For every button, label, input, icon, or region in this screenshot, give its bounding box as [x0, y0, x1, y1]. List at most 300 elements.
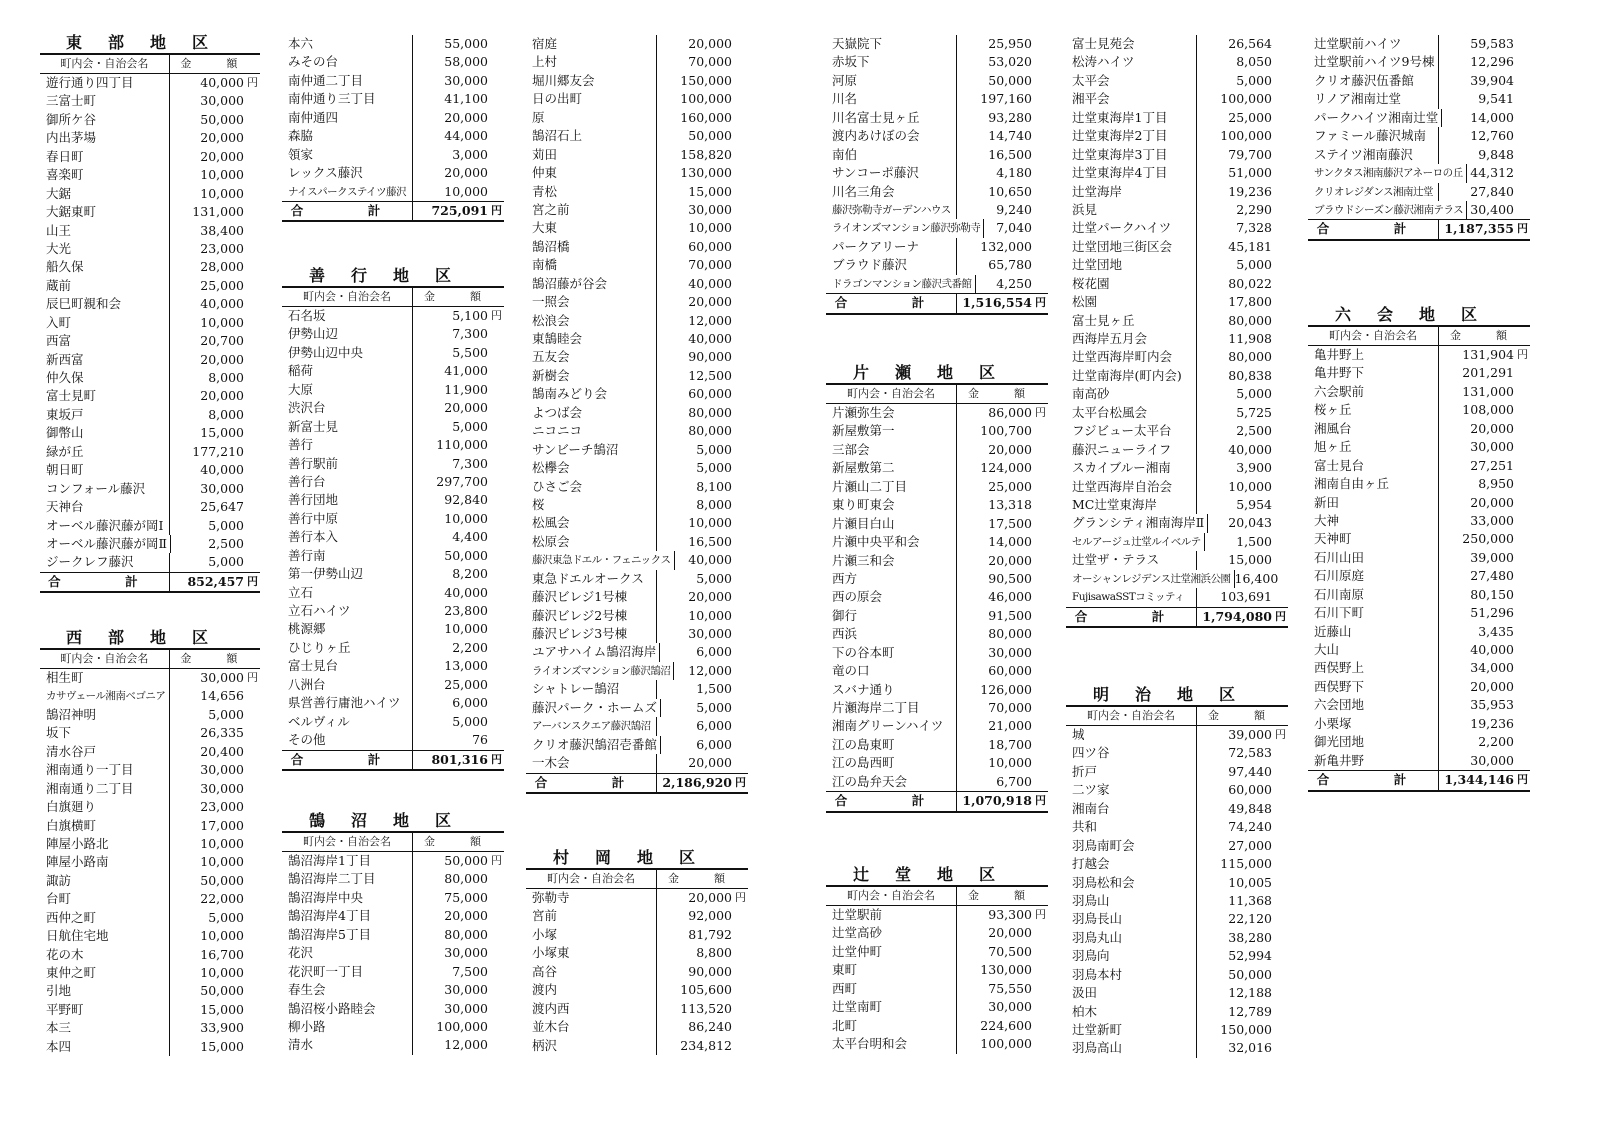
total-label: 合 計 — [282, 202, 413, 220]
amount-value — [657, 1037, 748, 1055]
amount-text: 12,000 — [444, 1037, 488, 1053]
association-name: 青松 — [526, 183, 657, 201]
table-row — [40, 761, 260, 779]
table-row — [40, 535, 260, 553]
table-row — [40, 406, 260, 424]
association-name: ファミール藤沢城南 — [1308, 127, 1439, 145]
total-amount — [1197, 608, 1288, 626]
amount-value — [1197, 183, 1288, 201]
amount-text: 5,100 — [452, 308, 488, 323]
amount-text: 70,000 — [688, 54, 732, 70]
amount-value — [170, 1019, 260, 1037]
amount-text: 110,000 — [436, 437, 488, 453]
table-row — [282, 72, 504, 90]
association-name: 羽鳥南町会 — [1066, 837, 1197, 855]
amount-value — [170, 258, 260, 276]
table-row — [40, 314, 260, 332]
association-name: 竜の口 — [826, 662, 957, 680]
table-row — [40, 185, 260, 203]
association-name: 新西富 — [40, 351, 170, 369]
table-row — [40, 553, 260, 571]
association-name: 大東 — [526, 219, 657, 237]
yen-unit: 円 — [1275, 609, 1286, 623]
amount-text: 20,000 — [988, 441, 1032, 457]
table-row — [1308, 164, 1530, 182]
amount-value — [413, 473, 504, 491]
amount-text: 11,908 — [1228, 331, 1272, 346]
association-name: 第一伊勢山辺 — [282, 565, 413, 583]
header-name: 町内会・自治会名 — [282, 288, 413, 306]
association-name: 並木台 — [526, 1018, 657, 1036]
table-row — [282, 620, 504, 638]
association-name: 片瀬中央平和会 — [826, 533, 957, 551]
total-row — [526, 773, 748, 794]
amount-value — [657, 90, 748, 108]
table-row — [826, 256, 1048, 274]
amount-text: 70,000 — [688, 257, 732, 273]
amount-value — [1439, 346, 1530, 364]
association-name: 松原会 — [526, 533, 657, 551]
yen-unit: 円 — [1517, 222, 1528, 236]
amount-text: 70,000 — [988, 700, 1032, 715]
table-row — [1308, 733, 1530, 751]
amount-value — [657, 238, 748, 256]
amount-value — [413, 362, 504, 380]
amount-text: 30,000 — [1470, 752, 1514, 768]
amount-value — [170, 480, 260, 498]
amount-value — [957, 980, 1048, 998]
amount-value — [1439, 678, 1530, 696]
amount-value — [1439, 752, 1530, 770]
amount-text: 20,000 — [1470, 678, 1514, 694]
amount-value — [657, 53, 748, 71]
amount-value — [170, 909, 260, 927]
amount-text: 130,000 — [680, 165, 732, 181]
association-name: 天嶽院下 — [826, 35, 957, 53]
amount-value — [1442, 109, 1530, 127]
table-row — [826, 183, 1048, 201]
association-name: 富士見町 — [40, 387, 170, 405]
amount-value — [170, 669, 260, 687]
association-name: 湘南通り二丁目 — [40, 780, 170, 798]
amount-text: 51,296 — [1470, 605, 1514, 621]
amount-value — [657, 201, 748, 219]
association-name: 辻堂海岸 — [1066, 183, 1197, 201]
amount-text: 8,000 — [696, 496, 732, 512]
association-name: 鵠沼桜小路睦会 — [282, 1000, 413, 1018]
amount-text: 5,000 — [208, 706, 244, 722]
table-row — [1066, 763, 1288, 781]
amount-text: 5,000 — [452, 713, 488, 729]
association-name: 花沢 — [282, 944, 413, 962]
amount-value — [1197, 127, 1288, 145]
amount-text: 124,000 — [980, 460, 1032, 476]
amount-text: 35,953 — [1470, 697, 1514, 713]
table-row — [826, 736, 1048, 754]
amount-value — [413, 399, 504, 417]
amount-value — [170, 406, 260, 424]
amount-text: 12,000 — [688, 312, 732, 328]
amount-text: 5,000 — [1236, 257, 1272, 273]
amount-value — [170, 872, 260, 890]
amount-value — [1439, 146, 1530, 164]
amount-text: 91,500 — [988, 607, 1032, 623]
amount-text: 20,000 — [200, 388, 244, 404]
table-row — [1066, 496, 1288, 514]
header-amount: 金 額 — [423, 290, 493, 303]
amount-text: 25,000 — [988, 478, 1032, 494]
association-name: 西町 — [826, 980, 957, 998]
amount-value — [1197, 348, 1288, 366]
amount-value — [170, 443, 260, 461]
amount-value — [1197, 367, 1288, 385]
amount-text: 38,400 — [200, 222, 244, 238]
association-name: 松涛ハイツ — [1066, 53, 1197, 71]
association-name: 辻堂東海岸2丁目 — [1066, 127, 1197, 145]
total-amount-text: 1,070,918 — [962, 793, 1032, 809]
total-amount — [413, 751, 504, 769]
amount-text: 40,000 — [444, 584, 488, 600]
amount-text: 10,000 — [444, 183, 488, 199]
total-label: 合 計 — [826, 294, 957, 312]
amount-value — [657, 422, 748, 440]
table-row — [1066, 53, 1288, 71]
total-amount — [957, 792, 1048, 810]
amount-text: 20,000 — [688, 36, 732, 51]
association-name: 江の島東町 — [826, 736, 957, 754]
table-row — [40, 461, 260, 479]
table-row — [526, 109, 748, 127]
table-row — [282, 491, 504, 509]
amount-value — [1197, 910, 1288, 928]
amount-value — [1205, 533, 1288, 551]
association-name: 藤沢東急ドエル・フェニックス — [526, 551, 675, 569]
association-name: 善行駅前 — [282, 455, 413, 473]
association-name: 宮前 — [526, 907, 657, 925]
association-name: 渡内 — [526, 981, 657, 999]
amount-text: 7,040 — [996, 220, 1032, 236]
association-name: 鵠沼海岸中央 — [282, 889, 413, 907]
amount-value — [413, 731, 504, 749]
amount-text: 4,250 — [996, 275, 1032, 291]
association-name: 天神台 — [40, 498, 170, 516]
table-row — [40, 443, 260, 461]
association-name: 湘南台 — [1066, 800, 1197, 818]
amount-text: 20,000 — [688, 294, 732, 310]
yen-unit: 円 — [1035, 908, 1046, 921]
association-name: パークハイツ湘南辻堂 — [1308, 109, 1442, 127]
association-name: 苅田 — [526, 146, 657, 164]
table-row — [826, 275, 1048, 293]
section-title: 村岡地区 — [552, 848, 721, 867]
association-name: 二ツ家 — [1066, 781, 1197, 799]
association-name: 五友会 — [526, 348, 657, 366]
table-row — [40, 817, 260, 835]
amount-text: 20,000 — [444, 109, 488, 125]
amount-text: 3,900 — [1236, 460, 1272, 476]
amount-text: 44,312 — [1470, 165, 1514, 181]
amount-text: 5,954 — [1236, 496, 1272, 512]
table-row — [526, 607, 748, 625]
amount-text: 105,600 — [680, 982, 732, 998]
table-row — [1308, 201, 1530, 219]
association-name: 日航住宅地 — [40, 927, 170, 945]
amount-value — [657, 926, 748, 944]
association-name: スバナ通り — [826, 681, 957, 699]
yen-unit: 円 — [247, 671, 258, 684]
table-row — [282, 146, 504, 164]
association-name: 清水谷戸 — [40, 743, 170, 761]
amount-text: 10,000 — [688, 220, 732, 236]
association-name: 旭ヶ丘 — [1308, 438, 1439, 456]
association-name: クリオレジダンス湘南辻堂 — [1308, 183, 1439, 201]
table-header — [40, 648, 260, 669]
total-amount-text: 1,516,554 — [962, 295, 1032, 311]
association-name: 河原 — [826, 72, 957, 90]
amount-text: 5,500 — [452, 344, 488, 360]
table-row — [526, 699, 748, 717]
association-name: 辻堂南町 — [826, 998, 957, 1016]
amount-value — [413, 944, 504, 962]
association-name: 清水 — [282, 1036, 413, 1054]
amount-value — [1197, 744, 1288, 762]
amount-value — [1235, 570, 1295, 588]
amount-text: 40,000 — [688, 275, 732, 291]
table-row — [826, 72, 1048, 90]
amount-value — [957, 662, 1048, 680]
table-row — [826, 441, 1048, 459]
table-row — [1066, 892, 1288, 910]
table-header — [826, 885, 1048, 906]
association-name: 藤沢ビレジ3号棟 — [526, 625, 657, 643]
table-row — [826, 1035, 1048, 1053]
table-row — [40, 946, 260, 964]
amount-value — [957, 1035, 1048, 1053]
table-row — [526, 514, 748, 532]
association-name: 大光 — [40, 240, 170, 258]
amount-text: 1,500 — [1236, 533, 1272, 549]
table-row — [1308, 127, 1530, 145]
amount-value — [957, 459, 1048, 477]
table-row — [526, 35, 748, 53]
amount-value — [170, 295, 260, 313]
association-name: 西仲之町 — [40, 909, 170, 927]
table-row — [526, 127, 748, 145]
table-row — [826, 1017, 1048, 1035]
association-name: 羽鳥長山 — [1066, 910, 1197, 928]
amount-text: 16,500 — [688, 533, 732, 549]
amount-value — [657, 496, 748, 514]
association-name: 片瀬海岸二丁目 — [826, 699, 957, 717]
amount-text: 25,000 — [1228, 109, 1272, 125]
amount-text: 4,400 — [452, 529, 488, 545]
amount-text: 12,500 — [688, 367, 732, 383]
amount-text: 10,000 — [200, 185, 244, 201]
table-row — [826, 422, 1048, 440]
amount-text: 93,300 — [988, 907, 1032, 922]
yen-unit: 円 — [491, 854, 502, 867]
association-name: 小塚 — [526, 926, 657, 944]
amount-value — [170, 798, 260, 816]
association-name: 辻堂西海岸町内会 — [1066, 348, 1197, 366]
association-name: ライオンズマンション藤沢弥勒寺 — [826, 219, 984, 237]
amount-text: 59,583 — [1470, 36, 1514, 51]
amount-value — [171, 535, 260, 553]
amount-value — [957, 625, 1048, 643]
table-row — [40, 780, 260, 798]
table-row — [282, 602, 504, 620]
amount-value — [957, 773, 1048, 791]
association-name: 柏木 — [1066, 1003, 1197, 1021]
amount-value — [957, 924, 1048, 942]
table-row — [40, 1001, 260, 1019]
association-name: 亀井野上 — [1308, 346, 1439, 364]
association-name: 汲田 — [1066, 984, 1197, 1002]
table-row — [282, 713, 504, 731]
amount-text: 10,000 — [444, 510, 488, 526]
association-name: 伊勢山辺 — [282, 325, 413, 343]
association-name: 善行団地 — [282, 491, 413, 509]
amount-value — [413, 344, 504, 362]
table-row — [40, 480, 260, 498]
association-name: 鵠沼神明 — [40, 706, 170, 724]
table-row — [40, 517, 260, 535]
association-name: 鵠沼海岸1丁目 — [282, 852, 413, 870]
amount-value — [1439, 567, 1530, 585]
section-title: 西部地区 — [65, 628, 234, 647]
amount-text: 80,000 — [988, 626, 1032, 642]
association-name: 南橋 — [526, 256, 657, 274]
table-row — [282, 870, 504, 888]
table-row — [826, 164, 1048, 182]
association-name: 石名坂 — [282, 307, 413, 325]
amount-value — [1197, 330, 1288, 348]
amount-text: 10,000 — [200, 167, 244, 183]
amount-text: 8,200 — [452, 566, 488, 582]
association-name: 大神 — [1308, 512, 1439, 530]
association-name: 近藤山 — [1308, 623, 1439, 641]
association-name: 入町 — [40, 314, 170, 332]
amount-value — [957, 127, 1048, 145]
total-amount-text: 1,794,080 — [1202, 608, 1272, 624]
association-name: 渡内あけぼの会 — [826, 127, 957, 145]
table-row — [526, 662, 748, 680]
table-row — [282, 307, 504, 325]
table-row — [40, 111, 260, 129]
amount-value — [1197, 312, 1288, 330]
table-row — [40, 798, 260, 816]
association-name: 西浜 — [826, 625, 957, 643]
amount-text: 80,000 — [1228, 312, 1272, 328]
amount-value — [413, 90, 504, 108]
table-row — [1308, 623, 1530, 641]
association-name: 大原 — [282, 381, 413, 399]
amount-text: 50,000 — [200, 983, 244, 999]
amount-value — [1197, 293, 1288, 311]
table-row — [282, 127, 504, 145]
association-name: 坂下 — [40, 724, 170, 742]
amount-text: 30,000 — [200, 780, 244, 796]
association-name: 六会駅前 — [1308, 383, 1439, 401]
amount-text: 19,236 — [1228, 183, 1272, 199]
amount-value — [674, 662, 748, 680]
table-row — [282, 399, 504, 417]
amount-value — [1208, 514, 1288, 532]
amount-value — [1197, 874, 1288, 892]
amount-text: 131,904 — [1462, 347, 1514, 362]
table-row — [826, 681, 1048, 699]
table-row — [40, 369, 260, 387]
amount-text: 100,000 — [980, 1036, 1032, 1052]
table-row — [1066, 459, 1288, 477]
association-name: 東り町東会 — [826, 496, 957, 514]
association-name: 御所ケ谷 — [40, 111, 170, 129]
table-row — [1066, 35, 1288, 53]
table-header — [282, 831, 504, 852]
amount-value — [957, 998, 1048, 1016]
amount-value — [957, 736, 1048, 754]
amount-value — [170, 946, 260, 964]
amount-value — [413, 528, 504, 546]
association-name: 辻堂南海岸(町内会) — [1066, 367, 1197, 385]
table-row — [1066, 1021, 1288, 1039]
table-row — [526, 90, 748, 108]
table-header — [526, 868, 748, 889]
association-name: 大鋸 — [40, 185, 170, 203]
amount-value — [170, 111, 260, 129]
table-row — [1066, 984, 1288, 1002]
association-name: 東坂戸 — [40, 406, 170, 424]
amount-value — [413, 127, 504, 145]
amount-value — [1439, 457, 1530, 475]
amount-text: 20,000 — [988, 925, 1032, 941]
total-amount — [170, 573, 260, 591]
association-name: 本六 — [282, 35, 413, 53]
association-name: 天神町 — [1308, 530, 1439, 548]
association-name: 羽鳥向 — [1066, 947, 1197, 965]
association-name: 片瀬三和会 — [826, 552, 957, 570]
total-label: 合 計 — [1308, 771, 1439, 789]
yen-unit: 円 — [1517, 773, 1528, 787]
amount-text: 40,000 — [200, 296, 244, 312]
amount-value — [957, 943, 1048, 961]
amount-value — [413, 620, 504, 638]
amount-text: 17,500 — [988, 515, 1032, 531]
total-amount — [413, 202, 504, 220]
table-row — [282, 381, 504, 399]
amount-text: 2,500 — [208, 535, 244, 551]
table-row — [1308, 346, 1530, 364]
association-name: 稲荷 — [282, 362, 413, 380]
association-name: 松園 — [1066, 293, 1197, 311]
table-row — [1308, 530, 1530, 548]
amount-text: 80,150 — [1470, 586, 1514, 602]
association-name: 羽鳥山 — [1066, 892, 1197, 910]
association-name: 鵠沼石上 — [526, 127, 657, 145]
amount-text: 10,000 — [688, 607, 732, 623]
amount-text: 30,000 — [1470, 439, 1514, 455]
association-name: 辻堂駅前ハイツ — [1308, 35, 1439, 53]
amount-text: 30,000 — [200, 670, 244, 685]
amount-value — [657, 1000, 748, 1018]
yen-unit: 円 — [491, 203, 502, 217]
amount-value — [1439, 383, 1530, 401]
association-name: 堀川郷友会 — [526, 72, 657, 90]
association-name: 松風会 — [526, 514, 657, 532]
amount-text: 75,000 — [444, 889, 488, 905]
amount-value — [413, 491, 504, 509]
table-row — [526, 926, 748, 944]
